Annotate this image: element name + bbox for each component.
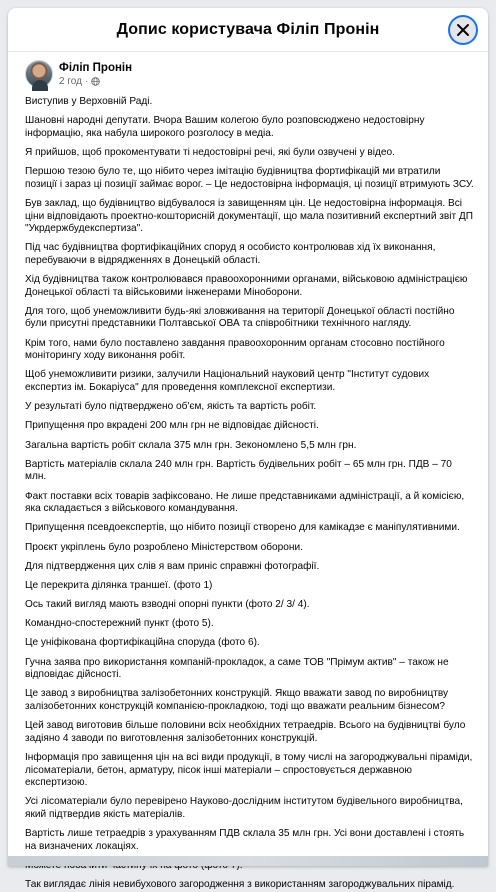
post-header	[8, 52, 488, 88]
meta-separator: ·	[84, 75, 89, 87]
post-paragraph: Першою тезою було те, що нібито через імітацію будівництва фортифікацій ми втратили позиції і зараз ці позиції займає ворог. – Це недостовірна інформація, ці позиції втримують ЗСУ.	[25, 166, 474, 190]
post-photo-preview[interactable]	[8, 856, 488, 866]
post-meta	[59, 75, 132, 88]
post-paragraph: Я прийшов, щоб прокоментувати ті недостовірні речі, які були озвучені у відео.	[25, 146, 395, 158]
post-paragraph: Для того, щоб унеможливити будь-які зловживання на території Донецької області постійно були присутні представники Полтавської ОВА та співробітники технічного нагляду.	[25, 305, 455, 330]
post-paragraph: У результаті було підтверджено об'єм, якість та вартість робіт.	[25, 401, 317, 413]
post-paragraph: Вартість лише тетраедрів з урахуванням ПДВ склала 35 млн грн. Усі вони доставлені і стоять на визначених локаціях.	[25, 828, 465, 852]
post-paragraph: Це уніфікована фортифікаційна споруда (фото 6).	[25, 637, 260, 649]
post-paragraph: Загальна вартість робіт склала 375 млн грн. Зекономлено 5,5 млн грн.	[25, 439, 357, 451]
post-paragraph: Усі лісоматеріали було перевірено Науково-дослідним інститутом будівельного виробництва, який підтвердив якість матеріалів.	[25, 796, 463, 820]
post-paragraph: Під час будівництва фортифікаційних споруд я особисто контролював хід їх виконання, перебуваючи в відрядженнях в Донецькій області.	[25, 242, 436, 266]
post-paragraph: Ось такий вигляд мають взводні опорні пункти (фото 2/ 3/ 4).	[25, 599, 310, 611]
post-paragraph: Гучна заява про використання компаній-прокладок, а саме ТОВ "Прімум актив" – також не відповідає дійсності.	[25, 656, 449, 681]
post-paragraph: Інформація про завищення цін на всі види продукції, в тому числі на загороджувальні піраміди, лісоматеріали, бетон, арматуру, пісок інші матеріали – спростовується державною експертизою.	[25, 752, 473, 789]
dialog-title: Допис користувача Філіп Пронін	[116, 20, 380, 38]
post-paragraph: Хід будівництва також контролювався правоохоронними органами, військовою адміністрацією Донецької області та військовими інженерами Міноборони.	[25, 274, 468, 298]
post-paragraph: Командно-спостережний пункт (фото 5).	[25, 618, 214, 630]
avatar[interactable]	[25, 60, 53, 88]
post-dialog	[8, 8, 488, 891]
post-paragraph: Щоб унеможливити ризики, залучили Національний науковий центр "Інститут судових експертиз ім. Бокаріуса" для проведення комплексної експертизи.	[25, 369, 430, 394]
post-paragraph: Цей завод виготовив більше половини всіх необхідних тетраедрів. Всього на будівництві було задіяно 4 заводи по виготовлення залізобетонних конструкцій.	[25, 720, 466, 744]
author-block	[59, 61, 132, 88]
post-paragraph: Факт поставки всіх товарів зафіксовано. Не лише представниками адміністрації, а й комісією, яка складається з військового командування.	[25, 490, 465, 515]
post-paragraph: Припущення псевдоекспертів, що нібито позиції створено для камікадзе є маніпулятивними.	[25, 522, 460, 534]
post-paragraph: Припущення про вкрадені 200 млн грн не відповідає дійсності.	[25, 420, 319, 432]
post-paragraph: Так виглядає лінія невибухового загородження з використанням загороджувальних пірамід.	[25, 879, 455, 891]
globe-icon[interactable]	[91, 77, 100, 86]
post-text	[8, 96, 488, 892]
post-paragraph: Вартість матеріалів склала 240 млн грн. Вартість будівельних робіт – 65 млн грн. ПДВ – 70 млн.	[25, 458, 452, 483]
post-paragraph: Крім того, нами було поставлено завдання правоохоронним органам стосовно постійного моніторингу ходу виконання робіт.	[25, 337, 445, 362]
post-paragraph: Виступив у Верховній Раді.	[25, 96, 153, 107]
post-timestamp[interactable]: 2 год	[59, 75, 82, 87]
post-paragraph: Це перекрита ділянка траншеї. (фото 1)	[25, 579, 213, 591]
close-icon	[456, 23, 470, 37]
post-paragraph: Для підтвердження цих слів я вам приніс справжні фотографії.	[25, 560, 320, 572]
close-button[interactable]	[450, 17, 476, 43]
post-paragraph: Це завод з виробництва залізобетонних конструкцій. Якщо вважати завод по виробництву залізобетонних конструкцій компанією-прокладкою, тоді що вважати реальним бізнесом?	[25, 688, 449, 713]
post-paragraph: Був заклад, що будівництво відбувалося із завищенням цін. Це недостовірна інформація. Всі ціни відповідають проектно-кошторисній документації, що мала позитивний експертний звіт ДП "Укрдержбудекспертиза".	[25, 197, 474, 235]
dialog-header	[8, 8, 488, 52]
post-paragraph: Проєкт укріплень було розроблено Міністерством оборони.	[25, 541, 303, 553]
author-name[interactable]: Філіп Пронін	[59, 61, 133, 74]
post-paragraph: Шановні народні депутати. Вчора Вашим колегою було розповсюджено недостовірну інформацію, яка набула широкого розголосу в медіа.	[25, 115, 425, 139]
